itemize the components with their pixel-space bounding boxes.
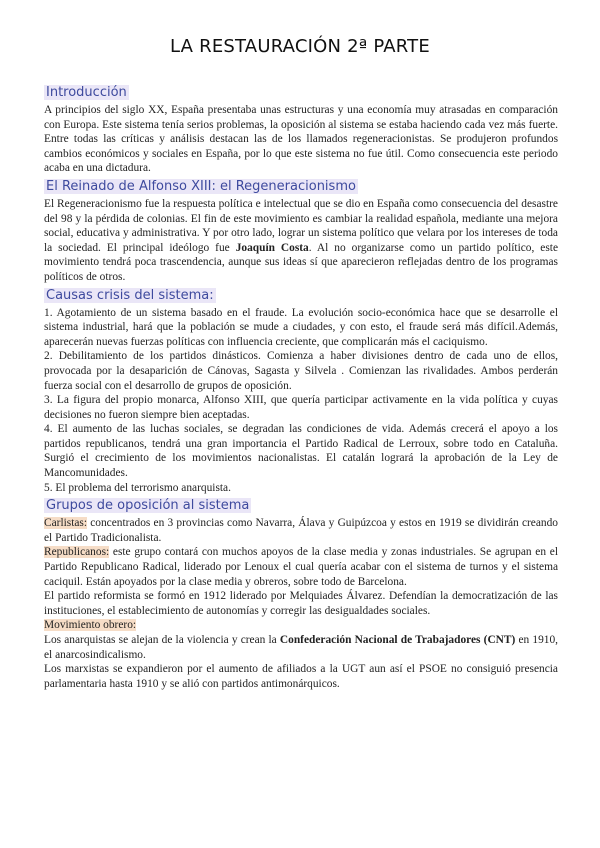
- reformista-paragraph: El partido reformista se formó en 1912 liderado por Melquiades Álvarez. Defendían la democratización de las instituciones, el establecimiento de autonomías y corregir las desigualdades sociales.: [44, 590, 558, 617]
- anarquistas-paragraph: Los anarquistas se alejan de la violencia y crean la Confederación Nacional de Trabajadores (CNT) en 1910, el anarcosindicalismo.: [44, 634, 558, 661]
- causas-heading: Causas crisis del sistema:: [46, 287, 214, 303]
- carlistas-label: Carlistas:: [44, 517, 88, 530]
- reinado-paragraph: El Regeneracionismo fue la respuesta política e intelectual que se dio en España como consecuencia del desastre del 98 y la pérdida de colonias. El fin de este movimiento es cambiar la realidad española, mediante una mejora social, educativa y administrativa. Y por otro lado, lograr un sistema político que velara por los intereses de toda la sociedad. El principal ideólogo fue Joaquín Costa. Al no organizarse como un partido político, este movimiento tendrá poca trascendencia, aunque sus ideas sí que aparecieron reflejadas dentro de los programas políticos de otros.: [44, 197, 559, 283]
- carlistas-paragraph: Carlistas: concentrados en 3 provincias como Navarra, Álava y Guipúzcoa y estos en 1919 se dividirán creando el Partido Tradicionalista.: [44, 517, 558, 544]
- intro-heading: Introducción: [46, 85, 127, 100]
- cnt-bold: Confederación Nacional de Trabajadores (CNT): [279, 634, 516, 646]
- reinado-heading: El Reinado de Alfonso XIII: el Regeneracionismo: [46, 178, 356, 194]
- republicanos-label: Republicanos:: [44, 546, 110, 559]
- marxistas-paragraph: Los marxistas se expandieron por el aumento de afiliados a la UGT aun así el PSOE no consiguió presencia parlamentaria hasta 1910 y se alió con partidos antimonárquicos.: [44, 663, 558, 690]
- causa-item: 1. Agotamiento de un sistema basado en el fraude. La evolución socio-económica hace que se desarrolle el sistema industrial, hará que la población se mude a ciudades, y con esto, el fraude será más difícil.Además, aparecerán nuevas fuerzas políticas con influencia creciente, que complicarán más el caciquismo.: [44, 306, 558, 348]
- obrero-paragraph: [44, 618, 558, 633]
- grupos-heading: Grupos de oposición al sistema: [46, 498, 250, 514]
- causa-item: 2. Debilitamiento de los partidos dinásticos. Comienza a haber divisiones dentro de cada uno de ellos, provocada por la desaparición de Cánovas, Sagasta y Silvela . Comienzan las rivalidades. Ambos perderán fuerza social con el desarrollo de grupos de oposición.: [44, 350, 558, 392]
- causa-item: 5. El problema del terrorismo anarquista.: [44, 481, 231, 494]
- intro-paragraph: A principios del siglo XX, España presentaba unas estructuras y una economía muy atrasadas en comparación con Europa. Este sistema tenía serios problemas, la oposición al sistema se estaba haciendo cada vez más fuerte. Entre todas las críticas y análisis destacan las de los llamados regeneracionistas. Se produjeron profundos cambios económicos y sociales en España, por lo que este sistema no fue útil. Como consecuencia este periodo acaba en una dictadura.: [44, 104, 558, 175]
- republicanos-paragraph: Republicanos: este grupo contará con muchos apoyos de la clase media y zonas industriales. Se agrupan en el Partido Republicano Radical, liderado por Lenoux el cual quería acabar con el sistema de turnos y el sistema caciquil. Están apoyados por la clase media y obreros, sobre todo de Barcelona.: [44, 546, 558, 588]
- causa-item: 3. La figura del propio monarca, Alfonso XIII, que quería participar activamente en la vida política y cuyas decisiones no fueron siempre bien aceptadas.: [44, 394, 558, 421]
- document-body: [44, 82, 558, 691]
- obrero-label: Movimiento obrero:: [44, 619, 137, 632]
- costa-bold: Joaquín Costa: [235, 241, 309, 254]
- causa-item: 4. El aumento de las luchas sociales, se degradan las condiciones de vida. Además crecerá el apoyo a los partidos republicanos, tendrá una gran importancia el Partido Radical de Lerroux, sobre todo en Cataluña. Surgió el crecimiento de los movimientos nacionalistas. El catalán logrará la aprobación de la Ley de Mancomunidades.: [44, 423, 558, 480]
- page-title: LA RESTAURACIÓN 2ª PARTE: [170, 36, 430, 57]
